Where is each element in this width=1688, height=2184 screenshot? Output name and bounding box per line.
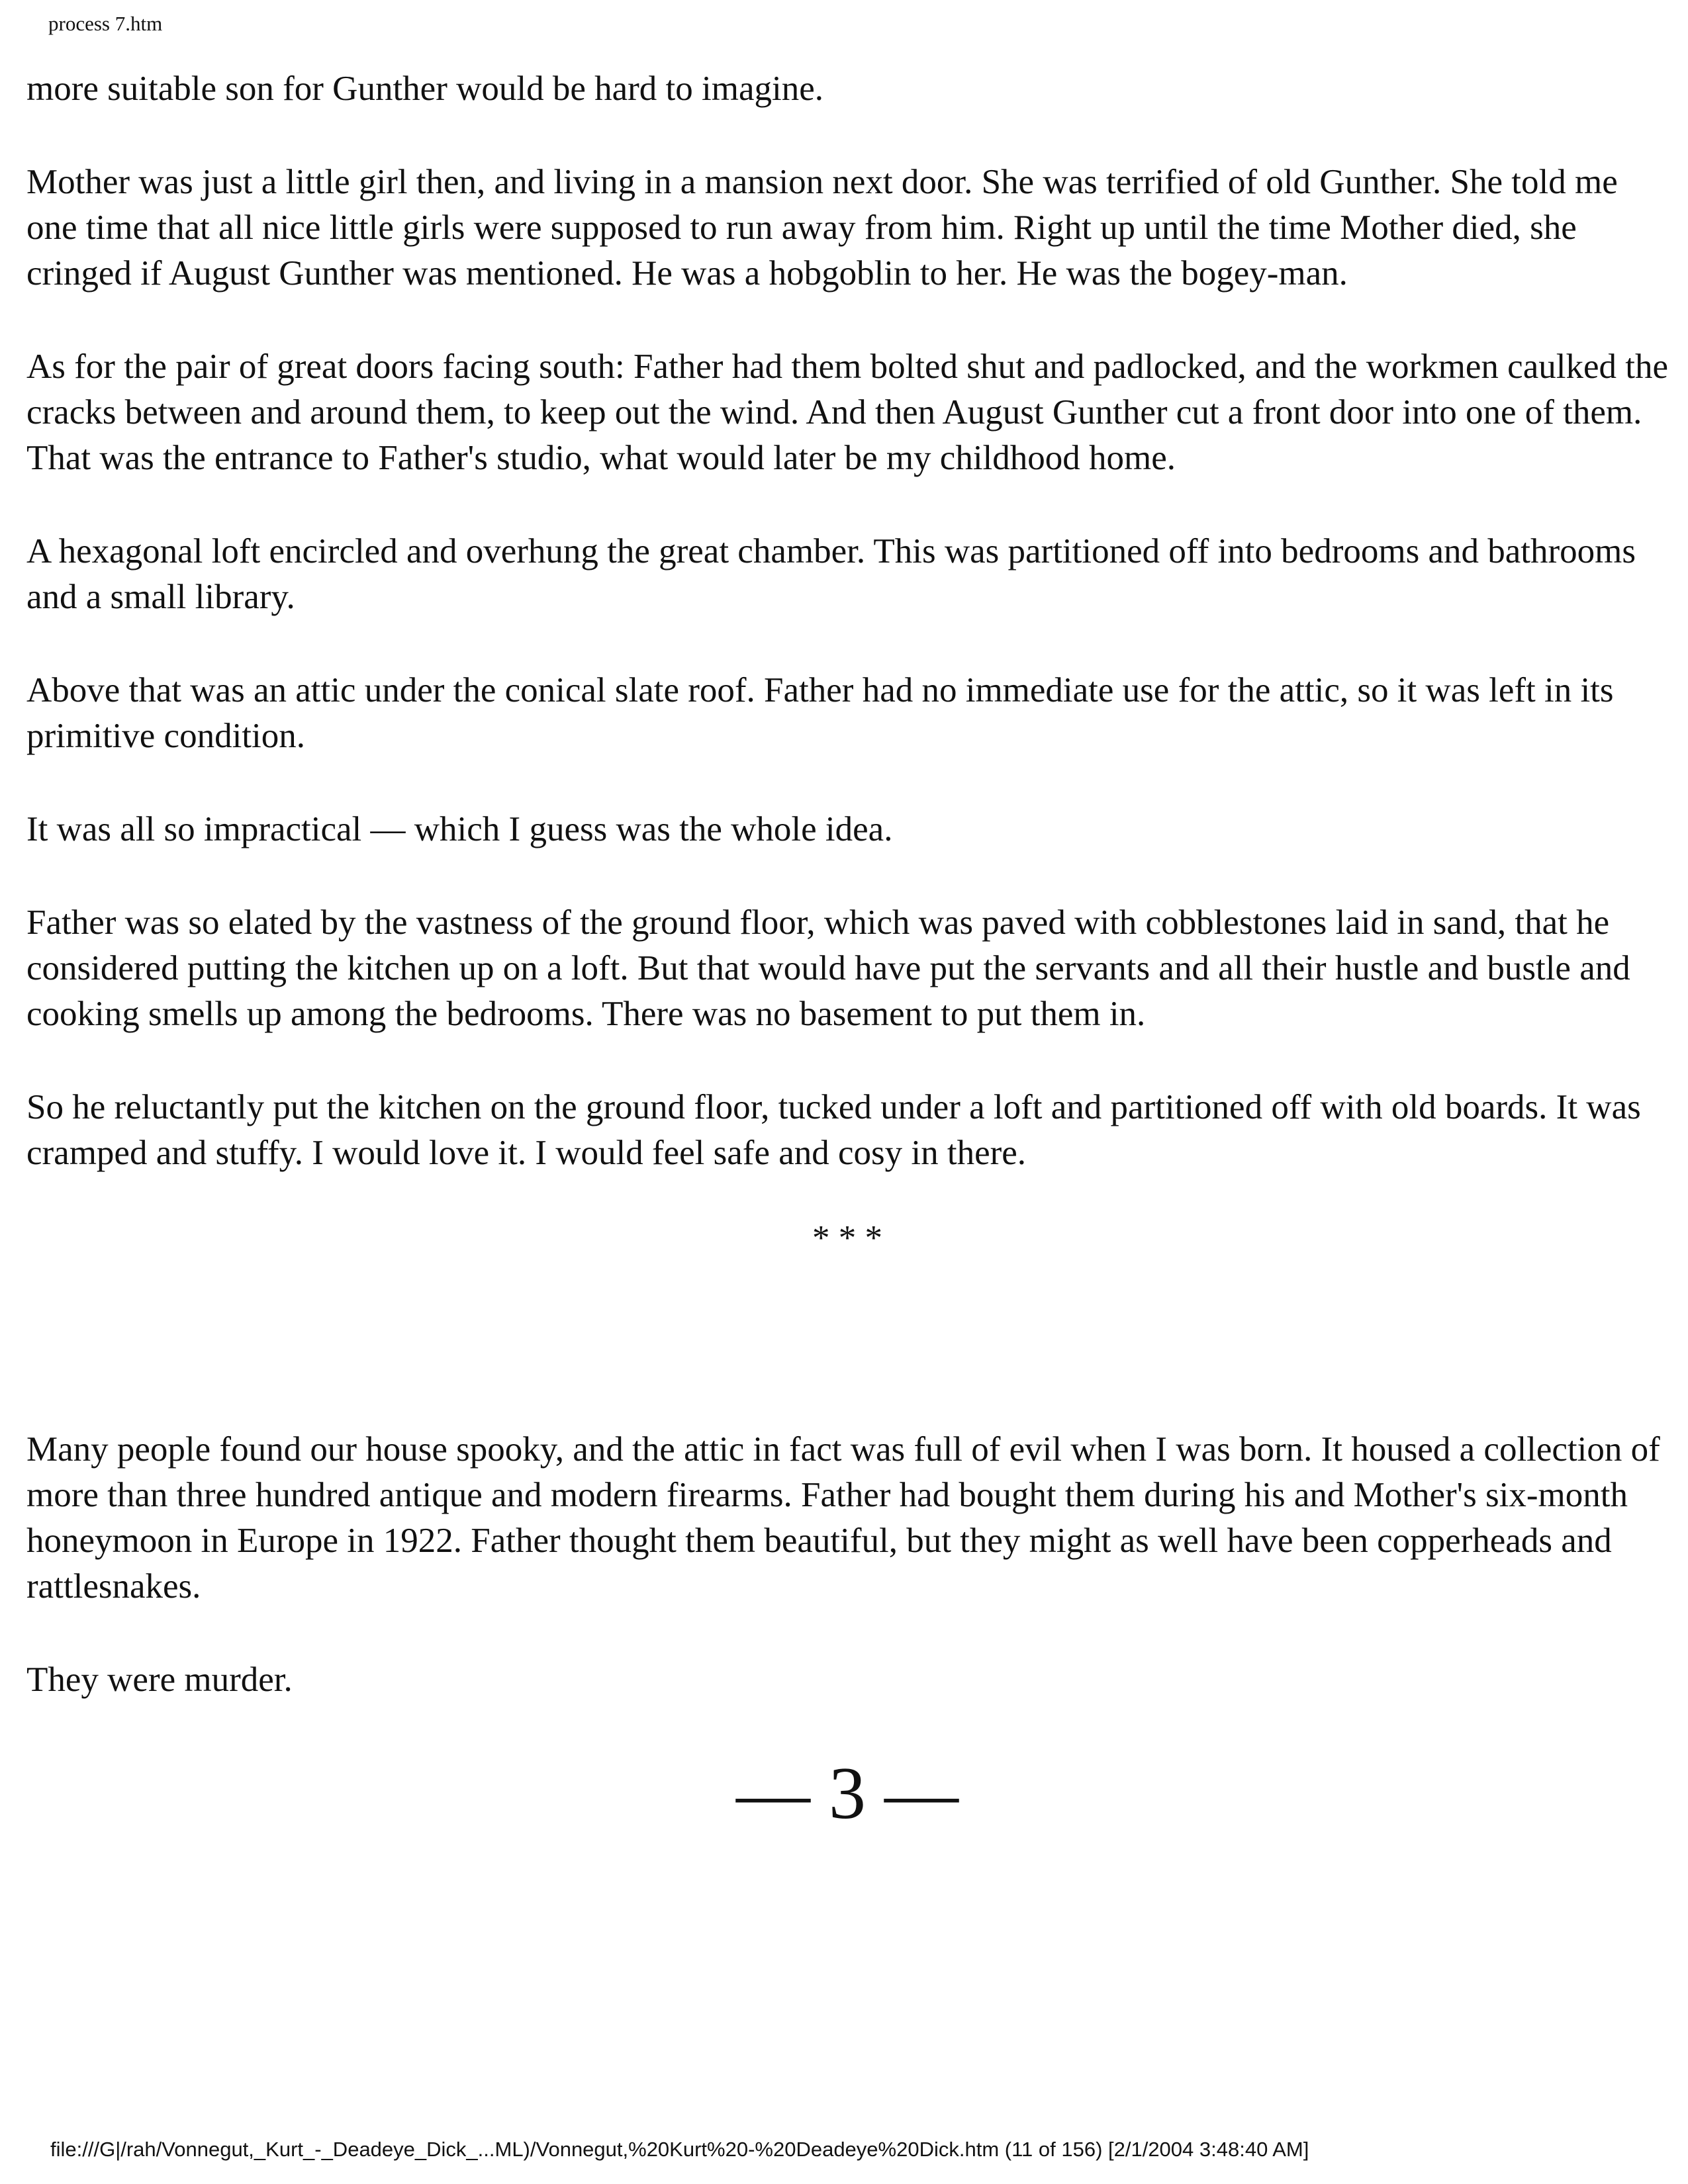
paragraph: Many people found our house spooky, and the attic in fact was full of evil when I was born. It housed a collection of more than three hundred antique and modern firearms. Father had bought them during his and Mother's six-month honeymoon in Europe in 1922. Father thought them beautiful, but they might as well have been copperheads and rattlesnakes.	[26, 1430, 1660, 1606]
page-header-title: process 7.htm	[48, 12, 163, 35]
paragraph: Mother was just a little girl then, and living in a mansion next door. She was terrified of old Gunther. She told me one time that all nice little girls were supposed to run away from him. Right up until the time Mother died, she cringed if August Gunther was mentioned. He was a hobgoblin to her. He was the bogey-man.	[26, 163, 1618, 293]
chapter-number: — 3 —	[736, 1752, 959, 1835]
paragraph: So he reluctantly put the kitchen on the ground floor, tucked under a loft and partitioned off with old boards. It was cramped and stuffy. I would love it. I would feel safe and cosy in there.	[26, 1088, 1641, 1172]
paragraph: As for the pair of great doors facing south: Father had them bolted shut and padlocked, and the workmen caulked the cracks between and around them, to keep out the wind. And then August Gunther cut a front door into one of them. That was the entrance to Father's studio, what would later be my childhood home.	[26, 347, 1668, 477]
document-body	[26, 66, 1668, 1837]
paragraph: more suitable son for Gunther would be hard to imagine.	[26, 69, 823, 108]
paragraph: They were murder.	[26, 1661, 293, 1699]
page-footer-path: file:///G|/rah/Vonnegut,_Kurt_-_Deadeye_Dick_...ML)/Vonnegut,%20Kurt%20-%20Deadeye%20Dick.htm (11 of 156) [2/1/2004 3:48:40 AM]	[50, 2138, 1309, 2161]
paragraph: It was all so impractical — which I guess was the whole idea.	[26, 810, 893, 848]
paragraph: A hexagonal loft encircled and overhung the great chamber. This was partitioned off into bedrooms and bathrooms and a small library.	[26, 532, 1636, 616]
paragraph: Father was so elated by the vastness of the ground floor, which was paved with cobblestones laid in sand, that he considered putting the kitchen up on a loft. But that would have put the servants and all their hustle and bustle and cooking smells up among the bedrooms. There was no basement to put them in.	[26, 903, 1630, 1033]
paragraph: Above that was an attic under the conical slate roof. Father had no immediate use for the attic, so it was left in its primitive condition.	[26, 671, 1614, 755]
section-break: * * *	[812, 1219, 882, 1257]
